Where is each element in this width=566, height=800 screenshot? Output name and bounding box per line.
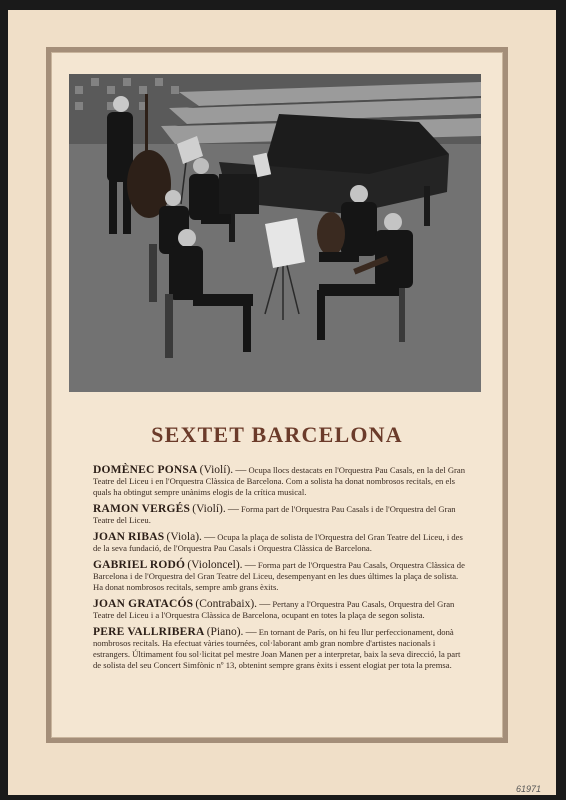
musician-description: Pertany a l'Orquestra Pau Casals, Orquestra del Gran Teatre del Liceu i a l'Orquestra Clàssica de Barcelona, ocupant en totes la plaça de segon solista. xyxy=(93,599,455,620)
program-sheet xyxy=(8,10,556,795)
musician-entry: RAMON VERGÉS (Violí). — Forma part de l'Orquestra Pau Casals i de l'Orquestra del Gran Teatre del Liceu. xyxy=(93,503,456,525)
musician-description: Forma part de l'Orquestra Pau Casals i de l'Orquestra del Gran Teatre del Liceu. xyxy=(93,504,456,525)
musician-entry: GABRIEL RODÓ (Violoncel). — Forma part de l'Orquestra Pau Casals, Orquestra Clàssica de Barcelona i de l'Orquestra del Gran Teatre del Liceu, desempenyant en les dues últimes la plaça de solista. Ha donat nombrosos recitals, sempre amb grans èxits. xyxy=(93,559,465,592)
musician-entry: PERE VALLRIBERA (Piano). — En tornant de París, on hi feu llur perfeccionament, donà nombrosos recitals. Ha efectuat vàries tournées, col·laborant amb gran nombre d'artistes nacionals i estrangers. Últimament fou sol·licitat pel mestre Joan Manen per a interpretar, baix la seva direcció, la part de solista del seu Concert Simfònic nº 13, obtenint sempre grans èxits i essent elogiat per tota la premsa. xyxy=(93,626,461,670)
musician-instrument: (Piano). xyxy=(206,626,244,638)
musician-name: PERE VALLRIBERA xyxy=(93,626,205,638)
musician-instrument: (Viola). xyxy=(166,531,202,543)
musician-list xyxy=(93,465,469,677)
ensemble-photograph xyxy=(69,74,481,392)
musician-description: Ocupa llocs destacats en l'Orquestra Pau Casals, en la del Gran Teatre del Liceu i en l'Orquestra Clàssica de Barcelona. Com a solista ha donat nombrosos recitals, en els quals ha obtingut sempre unànims elogis de la crítica musical. xyxy=(93,465,466,497)
inventory-number: 61971 xyxy=(516,784,542,794)
musician-entry: JOAN GRATACÓS (Contrabaix). — Pertany a l'Orquestra Pau Casals, Orquestra del Gran Teatre del Liceu i a l'Orquestra Clàssica de Barcelona, ocupant en totes la plaça de segon solista. xyxy=(93,598,455,620)
musician-entry: JOAN RIBAS (Viola). — Ocupa la plaça de solista de l'Orquestra del Gran Teatre del Liceu, i des de la seva fundació, de l'Orquestra Pau Casals i Orquestra Clàssica de Barcelona. xyxy=(93,531,463,553)
musician-name: RAMON VERGÉS xyxy=(93,503,191,515)
musician-entry: DOMÈNEC PONSA (Violí). — Ocupa llocs destacats en l'Orquestra Pau Casals, en la del Gran Teatre del Liceu i en l'Orquestra Clàssica de Barcelona. Com a solista ha donat nombrosos recitals, en els quals ha obtingut sempre unànims elogis de la crítica musical. xyxy=(93,464,466,497)
musician-instrument: (Violoncel). xyxy=(187,559,243,571)
decorative-border-frame xyxy=(46,47,508,743)
musician-description: En tornant de París, on hi feu llur perfeccionament, donà nombrosos recitals. Ha efectuat vàries tournées, col·laborant amb gran nombre d'artistes nacionals i estrangers. Últimament fou sol·licitat pel mestre Joan Manen per a interpretar, baix la seva direcció, la part de solista del seu Concert Simfònic nº 13, obtenint sempre grans èxits i essent elogiat per tota la premsa. xyxy=(93,627,461,670)
musician-instrument: (Contrabaix). xyxy=(195,598,258,610)
musician-name: JOAN RIBAS xyxy=(93,531,165,543)
musician-name: JOAN GRATACÓS xyxy=(93,598,194,610)
musician-instrument: (Violí). xyxy=(192,503,226,515)
musician-name: DOMÈNEC PONSA xyxy=(93,464,198,476)
musician-name: GABRIEL RODÓ xyxy=(93,559,186,571)
musician-description: Ocupa la plaça de solista de l'Orquestra del Gran Teatre del Liceu, i des de la seva fundació, de l'Orquestra Pau Casals i Orquestra Clàssica de Barcelona. xyxy=(93,532,463,553)
page-title: SEXTET BARCELONA xyxy=(151,422,403,447)
musician-description: Forma part de l'Orquestra Pau Casals, Orquestra Clàssica de Barcelona i de l'Orquestra del Gran Teatre del Liceu, desempenyant en les dues últimes la plaça de solista. Ha donat nombrosos recitals, sempre amb grans èxits. xyxy=(93,560,465,592)
musician-instrument: (Violí). xyxy=(199,464,234,476)
